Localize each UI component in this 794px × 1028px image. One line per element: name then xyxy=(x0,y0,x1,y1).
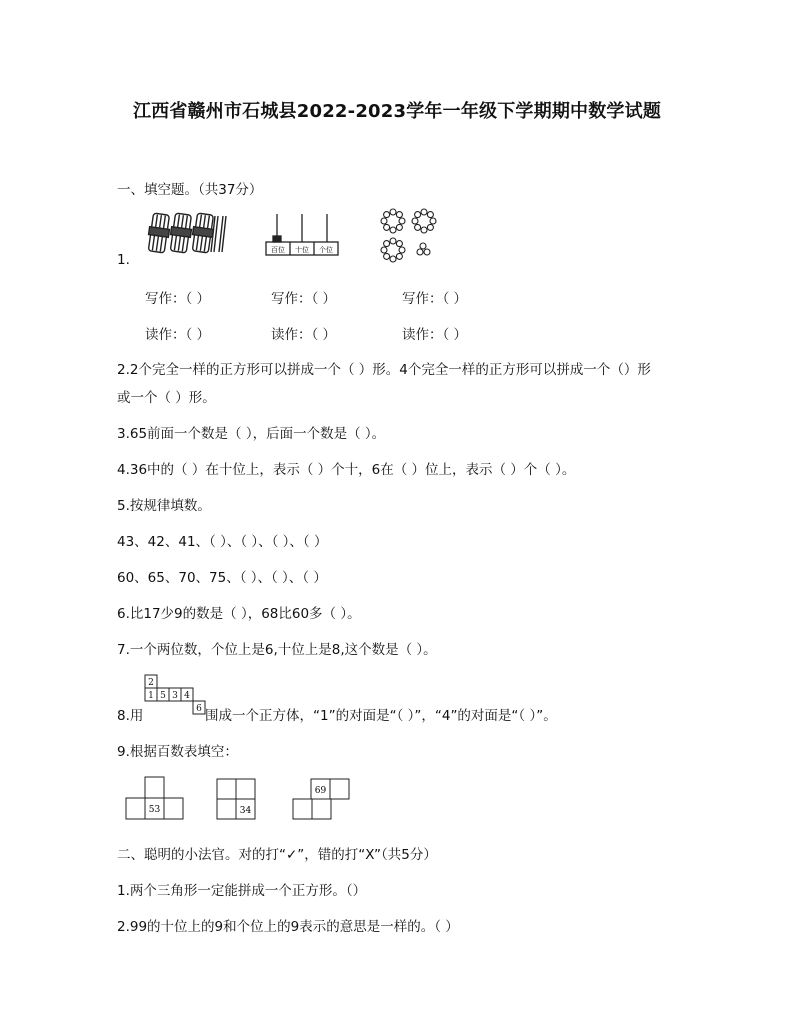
grid-number-53: 53 xyxy=(148,805,161,815)
grid-shape-53 xyxy=(125,776,201,826)
q1a-write: 写作：（ ） xyxy=(145,291,211,307)
bead-rings-figure xyxy=(380,208,440,268)
net-number-6: 6 xyxy=(196,704,202,714)
q5: 5.按规律填数。 xyxy=(117,498,211,514)
q4: 4.36中的（ ）在十位上，表示（ ）个十，6在（ ）位上，表示（ ）个（ ）。 xyxy=(117,462,576,478)
q6: 6.比17少9的数是（ ），68比60多（ ）。 xyxy=(117,606,361,622)
q7: 7.一个两位数，个位上是6,十位上是8,这个数是（ ）。 xyxy=(117,642,437,658)
cube-net-figure xyxy=(144,674,206,720)
net-number-2: 2 xyxy=(148,678,154,688)
place-label-ones: 个位 xyxy=(319,246,333,254)
bead-rings-icon xyxy=(380,208,440,264)
place-label-tens: 十位 xyxy=(295,246,309,254)
net-number-4: 4 xyxy=(184,691,190,701)
grid-number-69: 69 xyxy=(314,786,327,796)
abacus-figure xyxy=(265,212,339,260)
q5-sequence-2: 60、65、70、75、（ ）、（ ）、（ ） xyxy=(117,570,327,586)
q1-number: 1. xyxy=(117,252,130,268)
page-title: 江西省赣州市石城县2022-2023学年一年级下学期期中数学试题 xyxy=(132,101,662,122)
q2-line1: 2.2个完全一样的正方形可以拼成一个（ ）形。4个完全一样的正方形可以拼成一个（）形 xyxy=(117,362,651,378)
q1a-read: 读作：（ ） xyxy=(145,327,211,343)
section2-heading: 二、聪明的小法官。对的打“✓”，错的打“X”（共5分） xyxy=(117,847,437,863)
grid-number-34: 34 xyxy=(239,806,252,816)
q1b-write: 写作：（ ） xyxy=(271,291,337,307)
q3: 3.65前面一个数是（ ），后面一个数是（ ）。 xyxy=(117,426,386,442)
q1c-write: 写作：（ ） xyxy=(402,291,468,307)
cube-net-diagram xyxy=(144,674,206,716)
section2-q1: 1.两个三角形一定能拼成一个正方形。（） xyxy=(117,883,367,899)
q2-line2: 或一个（ ）形。 xyxy=(117,390,216,406)
place-label-hundreds: 百位 xyxy=(271,246,285,254)
q1c-read: 读作：（ ） xyxy=(402,327,468,343)
grid-shape-69 xyxy=(292,778,352,826)
q8-text: 围成一个正方体，“1”的对面是“（ ）”，“4”的对面是“（ ）”。 xyxy=(205,708,557,724)
section2-q2: 2.99的十位上的9和个位上的9表示的意思是一样的。（ ） xyxy=(117,919,459,935)
bundled-sticks-icon xyxy=(145,210,227,256)
q1b-read: 读作：（ ） xyxy=(271,327,337,343)
q5-sequence-1: 43、42、41、（ ）、（ ）、（ ）、（ ） xyxy=(117,534,328,550)
grid-shape-34 xyxy=(216,778,260,826)
q8-prefix: 8.用 xyxy=(117,708,144,724)
section1-heading: 一、填空题。（共37分） xyxy=(117,182,263,198)
abacus-icon xyxy=(265,212,339,256)
net-number-1: 1 xyxy=(148,691,154,701)
q9: 9.根据百数表填空： xyxy=(117,744,238,760)
bundled-sticks-figure xyxy=(145,210,227,260)
net-number-3: 3 xyxy=(172,691,178,701)
net-number-5: 5 xyxy=(160,691,166,701)
